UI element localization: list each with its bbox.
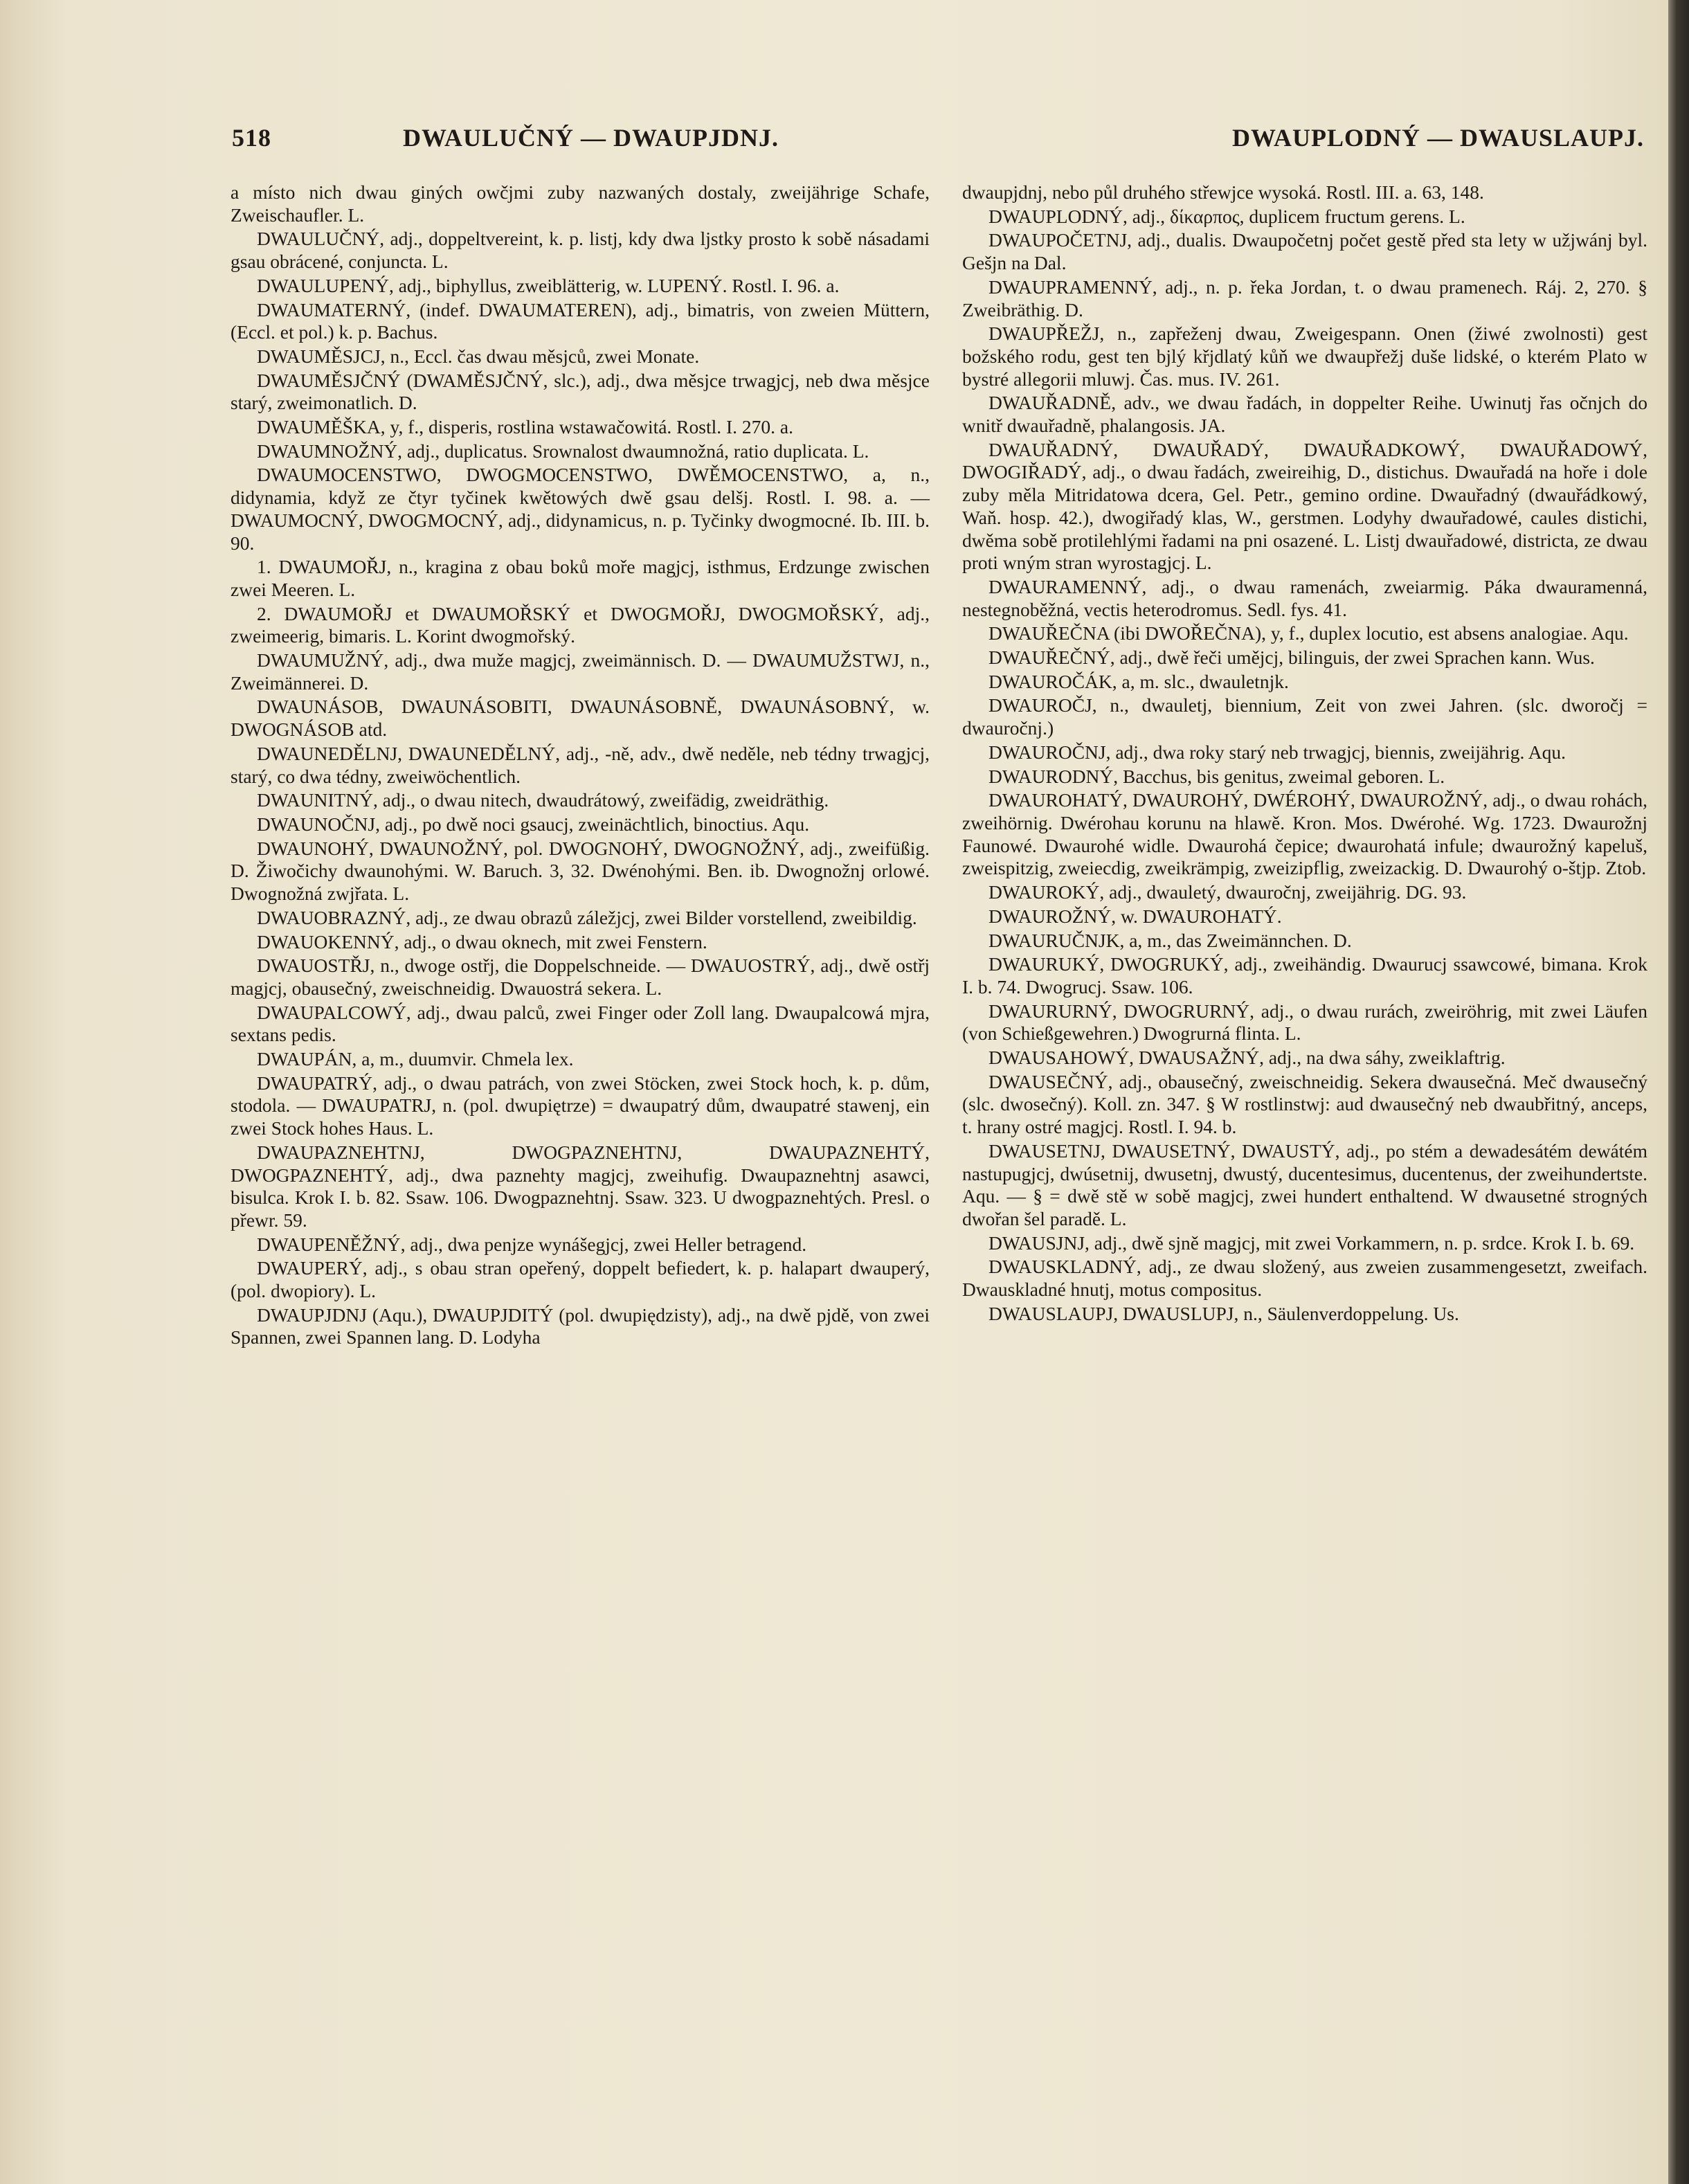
entry: DWAUSJNJ, adj., dwě sjně magjcj, mit zwei Vorkammern, n. p. srdce. Krok I. b. 69.	[988, 1231, 1635, 1254]
entry: DWAULUPENÝ, adj., biphyllus, zweiblätterig, w. LUPENÝ. Rostl. I. 96. a.	[257, 274, 840, 296]
entry: DWAUPATRÝ, adj., o dwau patrách, von zwei Stöcken, zwei Stock hoch, k. p. dům, stodola. — DWAUPATRJ, n. (pol. dwupiętrze) = dwaupatrý dům, dwaupatré stawenj, ein zwei Stock hohes Haus. L.	[231, 1072, 930, 1139]
entry: DWAUMUŽNÝ, adj., dwa muže magjcj, zweimännisch. D. — DWAUMUŽSTWJ, n., Zweimännerei. D.	[231, 649, 930, 694]
entry: DWAUMĚSJCJ, n., Eccl. čas dwau měsjců, zwei Monate.	[257, 345, 700, 367]
entry: DWAUPRAMENNÝ, adj., n. p. řeka Jordan, t. o dwau pramenech. Ráj. 2, 270. § Zweibräthig. D.	[962, 276, 1647, 321]
entry: 2. DWAUMOŘJ et DWAUMOŘSKÝ et DWOGMOŘJ, DWOGMOŘSKÝ, adj., zweimeerig, bimaris. L. Korint dwogmořský.	[231, 602, 930, 647]
entry: DWAUNÁSOB, DWAUNÁSOBITI, DWAUNÁSOBNĚ, DWAUNÁSOBNÝ, w. DWOGNÁSOB atd.	[231, 696, 930, 741]
running-head	[232, 123, 1644, 165]
entry: DWAUROČÁK, a, m. slc., dwauletnjk.	[988, 670, 1289, 692]
entry: DWAUPLODNÝ, adj., δίκαρπος, duplicem fructum gerens. L.	[988, 205, 1465, 227]
left-column	[231, 181, 930, 1351]
entry: DWAUSKLADNÝ, adj., ze dwau složený, aus zweien zusammengesetzt, zweifach. Dwauskladné hnutj, motus compositus.	[962, 1256, 1647, 1301]
entry: DWAUMATERNÝ, (indef. DWAUMATEREN), adj., bimatris, von zweien Müttern, (Eccl. et pol.) k. p. Bachus.	[231, 298, 930, 343]
entry: DWAUOSTŘJ, n., dwoge ostřj, die Doppelschneide. — DWAUOSTRÝ, adj., dwě ostřj magjcj, obausečný, zweischneidig. Dwauostrá sekera. L.	[231, 955, 930, 999]
entry: DWAUŘEČNÝ, adj., dwě řeči umějcj, bilinguis, der zwei Sprachen kann. Wus.	[988, 647, 1595, 669]
entry: DWAUPŘEŽJ, n., zapřeženj dwau, Zweigespann. Onen (žiwé zwolnosti) gest božského rodu, gest ten bjlý křjdlatý kůň we dwaupřežj duše lidské, o kterém Plato w bystré allegorii mluwj. Čas. mus. IV. 261.	[962, 323, 1647, 390]
entry: DWAUNITNÝ, adj., o dwau nitech, dwaudrátowý, zweifädig, zweidräthig.	[257, 789, 829, 811]
entry: DWAUPÁN, a, m., duumvir. Chmela lex.	[257, 1048, 574, 1070]
right-running-head: DWAUPLODNÝ — DWAUSLAUPJ.	[1231, 124, 1644, 152]
entry: DWAUSEČNÝ, adj., obausečný, zweischneidig. Sekera dwausečná. Meč dwausečný (slc. dwosečný). Koll. zn. 347. § W rostlinstwj: aud dwausečný neb dwaubřitný, anceps, t. hrany ostré magjcj. Rostl. I. 94. b.	[962, 1070, 1647, 1138]
page-number: 518	[232, 124, 271, 152]
entry: DWAUROŽNÝ, w. DWAUROHATÝ.	[988, 905, 1282, 927]
entry: DWAUPAZNEHTNJ, DWOGPAZNEHTNJ, DWAUPAZNEHTÝ, DWOGPAZNEHTÝ, adj., dwa paznehty magjcj, zweihufig. Dwaupaznehtnj asawci, bisulca. Krok I. b. 82. Ssaw. 106. Dwogpaznehtnj. Ssaw. 323. U dwogpaznehtých. Presl. o přewr. 59.	[231, 1141, 930, 1231]
entry: dwaupjdnj, nebo půl druhého střewjce wysoká. Rostl. III. a. 63, 148.	[962, 181, 1484, 203]
entry: DWAUROKÝ, adj., dwauletý, dwauročnj, zweijährig. DG. 93.	[988, 881, 1467, 903]
entry: DWAUPENĚŽNÝ, adj., dwa penjze wynášegjcj, zwei Heller betragend.	[257, 1233, 807, 1255]
entry: DWAUPJDNJ (Aqu.), DWAUPJDITÝ (pol. dwupiędzisty), adj., na dwě pjdě, von zwei Spannen, zwei Spannen lang. D. Lodyha	[231, 1303, 930, 1348]
left-running-head: DWAULUČNÝ — DWAUPJDNJ.	[403, 124, 779, 152]
entry: DWAUSAHOWÝ, DWAUSAŽNÝ, adj., na dwa sáhy, zweiklaftrig.	[988, 1047, 1506, 1069]
right-column	[962, 181, 1647, 1326]
entry: DWAUMĚŠKA, y, f., disperis, rostlina wstawačowitá. Rostl. I. 270. a.	[257, 416, 793, 438]
entry: a místo nich dwau giných owčjmi zuby nazwaných dostaly, zweijährige Schafe, Zweischaufler. L.	[231, 181, 930, 226]
entry: DWAURUČNJK, a, m., das Zweimännchen. D.	[988, 929, 1352, 951]
entry: DWAUPOČETNJ, adj., dualis. Dwaupočetnj počet gestě před sta lety w užjwánj byl. Gešjn na Dal.	[962, 229, 1647, 274]
entry: DWAUSLAUPJ, DWAUSLUPJ, n., Säulenverdoppelung. Us.	[988, 1302, 1459, 1324]
entry: DWAURAMENNÝ, adj., o dwau ramenách, zweiarmig. Páka dwauramenná, nestegnoběžná, vectis heterodromus. Sedl. fys. 41.	[962, 575, 1647, 620]
entry: DWAURURNÝ, DWOGRURNÝ, adj., o dwau rurách, zweiröhrig, mit zwei Läufen (von Schießgewehren.) Dwogrurná flinta. L.	[962, 1000, 1647, 1045]
entry: DWAUROČJ, n., dwauletj, biennium, Zeit von zwei Jahren. (slc. dworočj = dwauročnj.)	[962, 694, 1647, 739]
entry: DWAURODNÝ, Bacchus, bis genitus, zweimal geboren. L.	[988, 765, 1445, 787]
entry: DWAUSETNJ, DWAUSETNÝ, DWAUSTÝ, adj., po stém a dewadesátém dewátém nastupugjcj, dwúsetnij, dwusetnj, dwustý, ducentesimus, ducentenus, der zweihundertste. Aqu. — § = dwě stě w sobě magjcj, zwei hundert enthaltend. W dwausetné strogných dwořan šel paradě. L.	[962, 1139, 1647, 1229]
entry: DWAUNOHÝ, DWAUNOŽNÝ, pol. DWOGNOHÝ, DWOGNOŽNÝ, adj., zweifüßig. D. Žiwočichy dwaunohými. W. Baruch. 3, 32. Dwénohými. Ben. ib. Dwognožnj orlowé. Dwognožná zwjřata. L.	[231, 837, 930, 905]
entry: DWAUŘADNĚ, adv., we dwau řadách, in doppelter Reihe. Uwinutj řas očnjch do wnitř dwauřadně, phalangosis. JA.	[962, 392, 1647, 437]
entry: DWAUOKENNÝ, adj., o dwau oknech, mit zwei Fenstern.	[257, 930, 707, 953]
entry: DWAUROČNJ, adj., dwa roky starý neb trwagjcj, biennis, zweijährig. Aqu.	[988, 741, 1566, 763]
entry: DWAUŘADNÝ, DWAUŘADÝ, DWAUŘADKOWÝ, DWAUŘADOWÝ, DWOGIŘADÝ, adj., o dwau řadách, zweireihig, D., distichus. Dwauřadá na hoře i dole zuby měla Mitridatowa dcera, Gel. Petr., gemino ordine. Dwauřadný (dwauřádkowý, Waň. hosp. 42.), dwogiřadý klas, W., gerstmen. Lodyhy dwauřadowé, caules distichi, dwěma sobě protilehlými řadami na pni osazené. L. Listj dwauřadowé, districta, ze dwau proti wným stran wyrostagjcj. L.	[962, 438, 1647, 574]
entry: DWAUOBRAZNÝ, adj., ze dwau obrazů záležjcj, zwei Bilder vorstellend, zweibildig.	[257, 906, 917, 928]
entry: DWAUROHATÝ, DWAUROHÝ, DWÉROHÝ, DWAUROŽNÝ, adj., o dwau rohách, zweihörnig. Dwérohau korunu na hlawě. Kron. Mos. Dwérohé. Wg. 1723. Dwaurožnj Faunowé. Dwaurohé widle. Dwaurohá čepice; dwaurohatá infule; dwaurožný kapeluš, zweispitzig, zweiecdig, zweikrämpig, zweizipflig, zweizackig. D. Dwaurohý o-štjp. Ztob.	[962, 789, 1647, 879]
entry: DWAUMĚSJČNÝ (DWAMĚSJČNÝ, slc.), adj., dwa měsjce trwagjcj, neb dwa měsjce starý, zweimonatlich. D.	[231, 369, 930, 414]
book-edge	[1668, 0, 1689, 2184]
entry: DWAUPERÝ, adj., s obau stran opeřený, doppelt befiedert, k. p. halapart dwauperý, (pol. dwopiory). L.	[231, 1257, 930, 1302]
entry: DWAUPALCOWÝ, adj., dwau palců, zwei Finger oder Zoll lang. Dwaupalcowá mjra, sextans pedis.	[231, 1001, 930, 1046]
entry: DWAUNOČNJ, adj., po dwě noci gsaucj, zweinächtlich, binoctius. Aqu.	[257, 813, 810, 835]
entry: DWAUNEDĚLNJ, DWAUNEDĚLNÝ, adj., -ně, adv., dwě neděle, neb tédny trwagjcj, starý, co dwa tédny, zweiwöchentlich.	[231, 742, 930, 787]
entry: DWAUMOCENSTWO, DWOGMOCENSTWO, DWĚMOCENSTWO, a, n., didynamia, když ze čtyr tyčinek kwětowých dwě gsau delšj. Rostl. I. 98. a. — DWAUMOCNÝ, DWOGMOCNÝ, adj., didynamicus, n. p. Tyčinky dwogmocné. Ib. III. b. 90.	[231, 464, 930, 554]
entry: DWAURUKÝ, DWOGRUKÝ, adj., zweihändig. Dwaurucj ssawcowé, bimana. Krok I. b. 74. Dwogrucj. Ssaw. 106.	[962, 953, 1647, 998]
entry: DWAULUČNÝ, adj., doppeltvereint, k. p. listj, kdy dwa ljstky prosto k sobě násadami gsau obrácené, conjuncta. L.	[231, 228, 930, 273]
entry: DWAUMNOŽNÝ, adj., duplicatus. Srownalost dwaumnožná, ratio duplicata. L.	[257, 440, 869, 462]
entry: DWAUŘEČNA (ibi DWOŘEČNA), y, f., duplex locutio, est absens analogiae. Aqu.	[988, 622, 1629, 644]
entry: 1. DWAUMOŘJ, n., kragina z obau boků moře magjcj, isthmus, Erdzunge zwischen zwei Meeren. L.	[231, 556, 930, 600]
